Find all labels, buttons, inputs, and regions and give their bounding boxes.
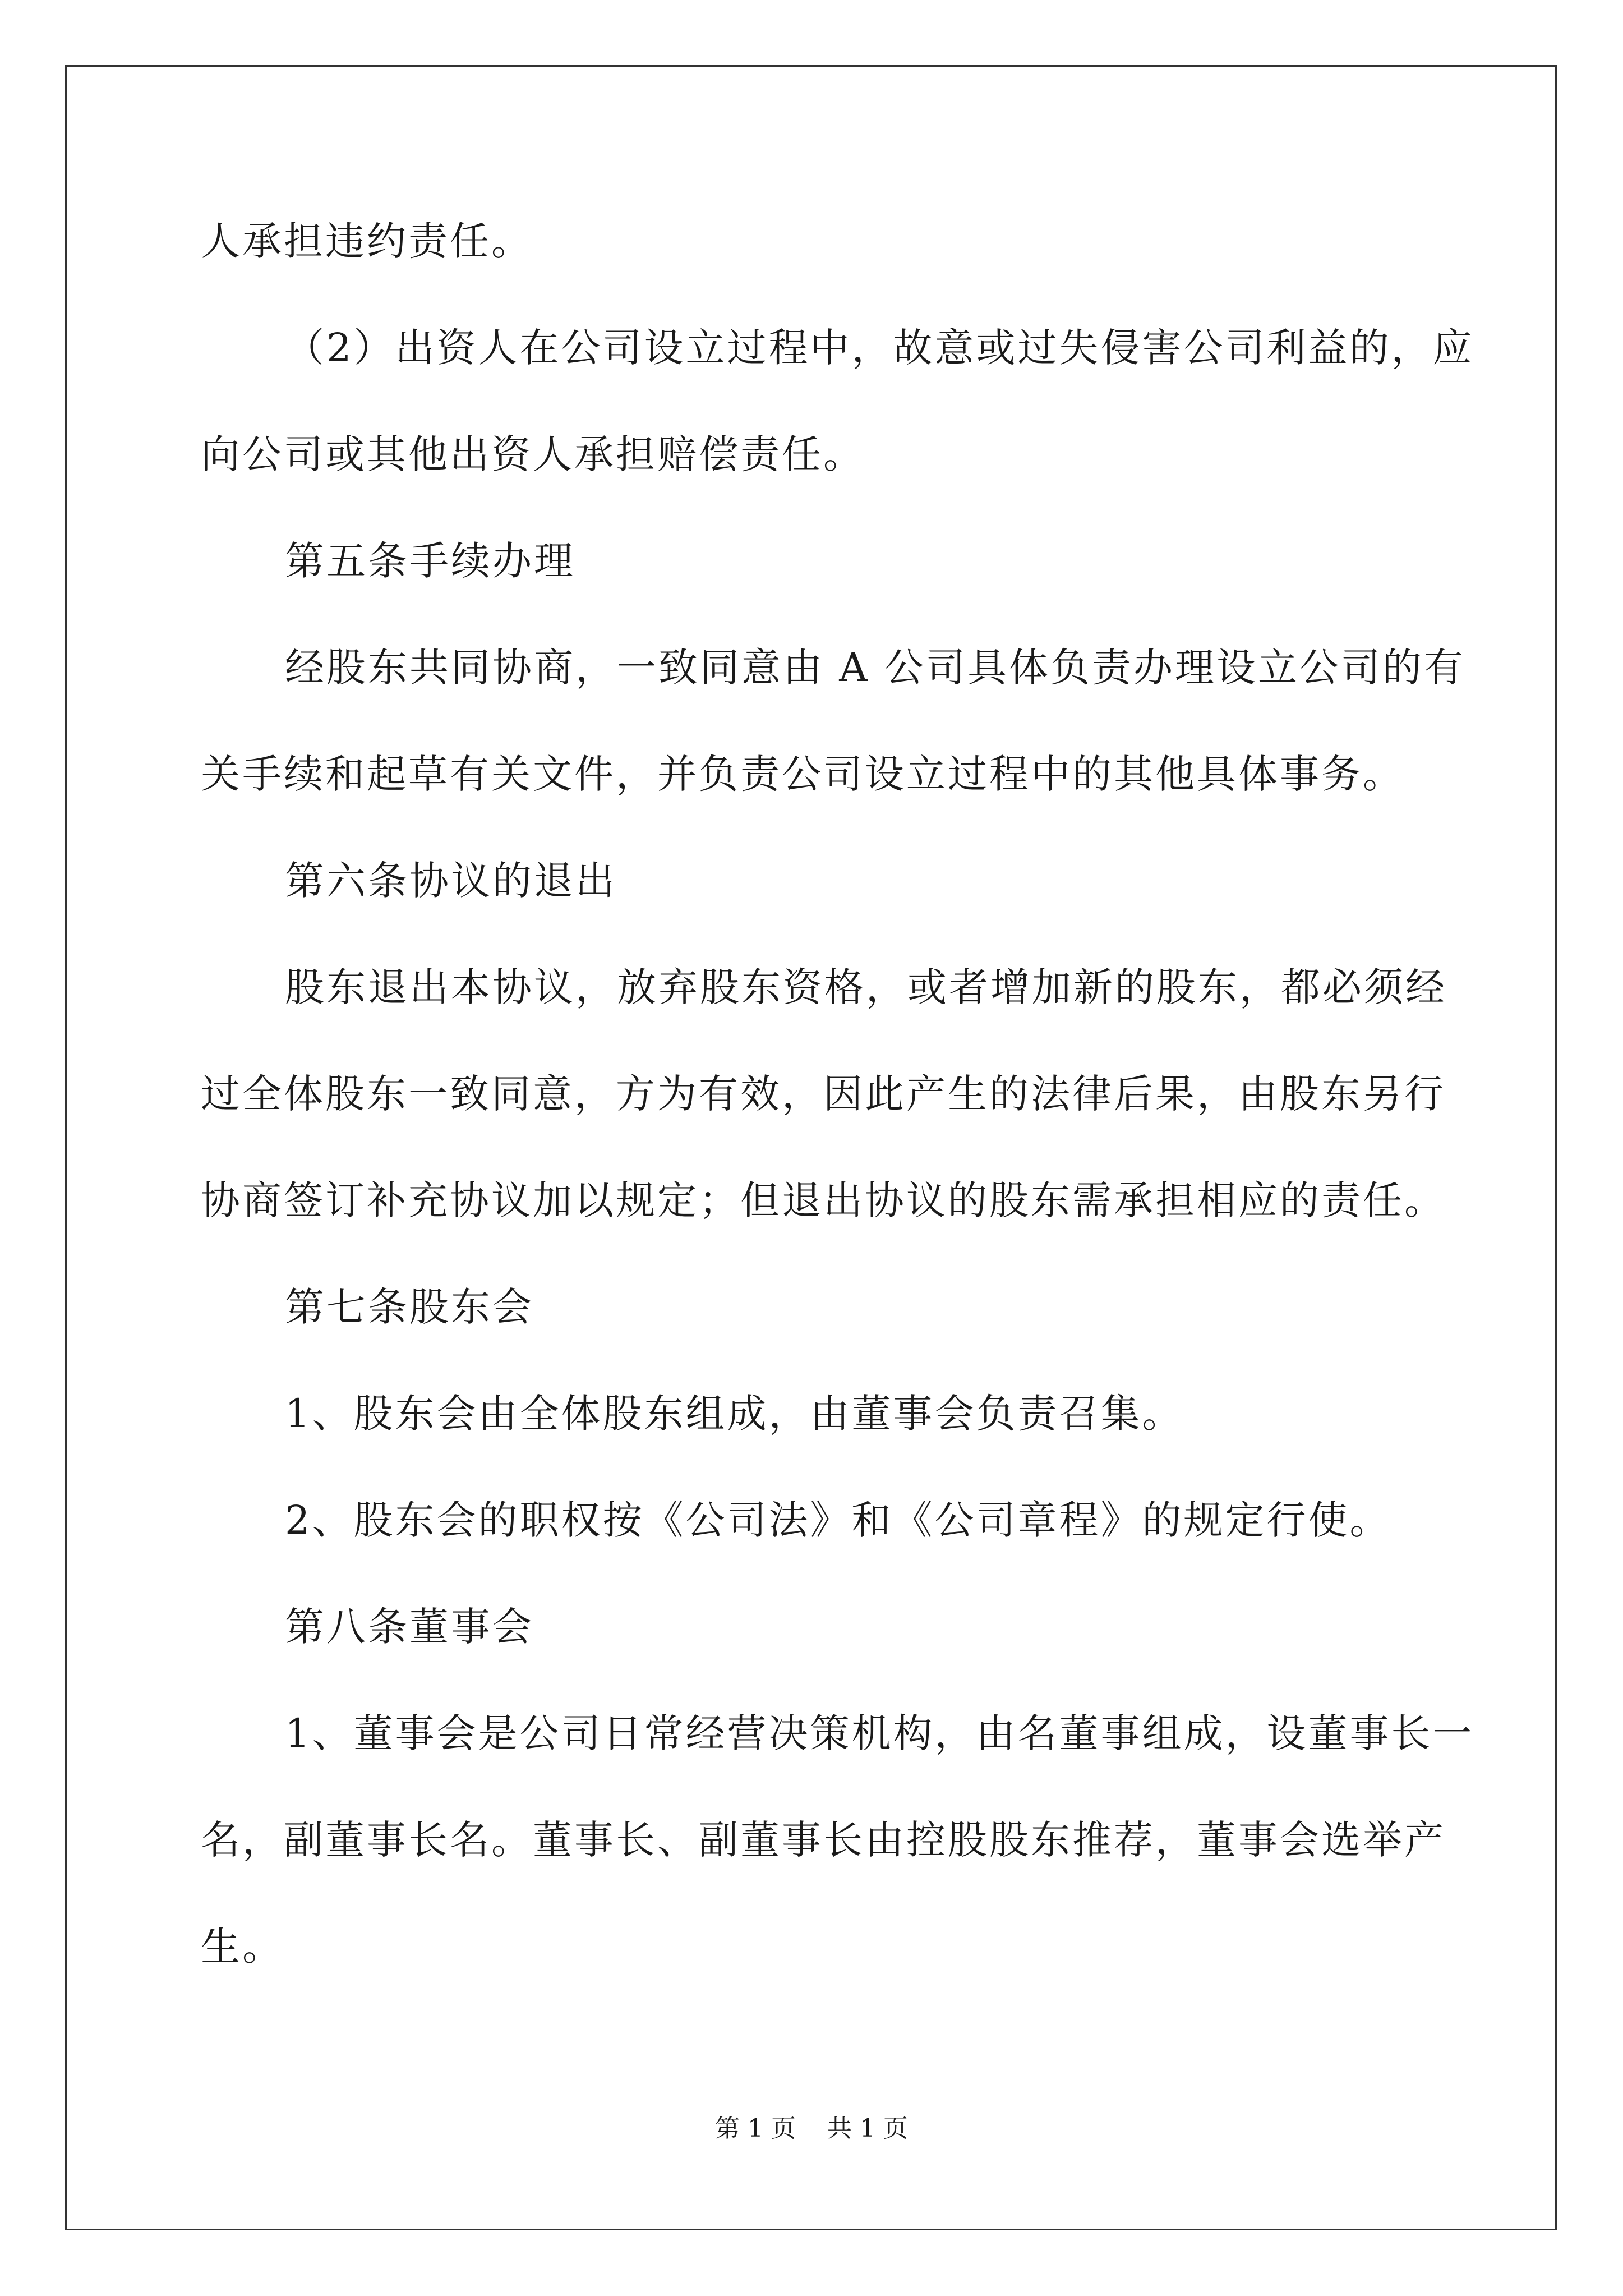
text-line: 协商签订补充协议加以规定；但退出协议的股东需承担相应的责任。	[201, 1177, 1446, 1223]
text-line: 生。	[201, 1924, 284, 1970]
text-line: 第五条手续办理	[285, 538, 575, 584]
paragraph	[201, 1386, 1423, 1442]
text-line: 股东退出本协议，放弃股东资格，或者增加新的股东，都必须经	[285, 964, 1447, 1010]
text-line: 第八条董事会	[285, 1604, 534, 1650]
text-line: 2、股东会的职权按《公司法》和《公司章程》的规定行使。	[285, 1497, 1391, 1543]
paragraph	[201, 1705, 1474, 1975]
text-line: 向公司或其他出资人承担赔偿责任。	[201, 431, 865, 477]
text-line: 第七条股东会	[285, 1284, 534, 1330]
section-heading	[201, 853, 1423, 909]
section-heading	[201, 1599, 1423, 1655]
text-line: （2）出资人在公司设立过程中，故意或过失侵害公司利益的，应	[285, 325, 1474, 371]
section-heading	[201, 533, 1423, 589]
section-heading	[201, 1279, 1423, 1335]
paragraph	[201, 1492, 1423, 1548]
text-line: 第六条协议的退出	[285, 858, 617, 904]
text-line: 过全体股东一致同意，方为有效，因此产生的法律后果，由股东另行	[201, 1071, 1446, 1117]
paragraph	[201, 213, 1423, 269]
text-line: 经股东共同协商，一致同意由 A 公司具体负责办理设立公司的有	[285, 645, 1466, 691]
text-line: 名，副董事长名。董事长、副董事长由控股股东推荐，董事会选举产	[201, 1817, 1446, 1863]
text-line: 1、股东会由全体股东组成，由董事会负责召集。	[285, 1391, 1184, 1437]
text-line: 1、董事会是公司日常经营决策机构，由名董事组成，设董事长一	[285, 1710, 1474, 1756]
paragraph	[201, 959, 1447, 1228]
paragraph	[201, 320, 1474, 482]
page-number-footer: 第 1 页 共 1 页	[715, 2114, 908, 2143]
text-line: 人承担违约责任。	[201, 218, 533, 264]
paragraph	[201, 639, 1466, 802]
text-line: 关手续和起草有关文件，并负责公司设立过程中的其他具体事务。	[201, 751, 1404, 797]
document-body	[201, 213, 1474, 2025]
